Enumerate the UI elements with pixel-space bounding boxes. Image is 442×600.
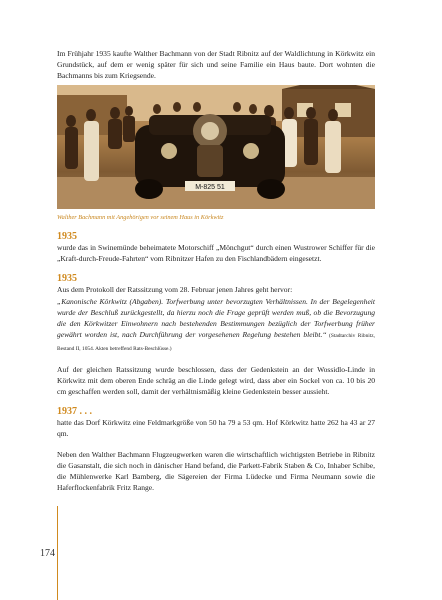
section-text [57,284,375,355]
wossidlo-paragraph: Auf der gleichen Ratssitzung wurde beschlossen, dass der Gedenkstein an der Wossidlo-Linde in Körkwitz mit dem oberen Ende schräg an die Linde gelegt wird, dass aber ein Sockel von ca. 10 bis 20 cm geschaffen werden soll, damit der verhältnismäßig kleine Gedenkstein besser aussieht. [57,365,375,397]
section-text: hatte das Dorf Körkwitz eine Feldmarkgröße von 50 ha 79 a 53 qm. Hof Körkwitz hatte 262 ha 43 ar 27 qm. [57,418,375,439]
final-paragraph: Neben den Walther Bachmann Flugzeugwerken waren die wirtschaftlich wichtigsten Betriebe in Ribnitz die Gasanstalt, die sich noch in dänischer Hand befand, die Parkett-Fabrik Staben & Co, Inhaber Schibe, die Mühlenwerke Karl Bamberg, die Sägereien der Firma Lüdecke und Firma Neumann sowie die Haferflockenfabrik Fritz Range. [57,449,375,492]
intro-paragraph: Im Frühjahr 1935 kaufte Walther Bachmann von der Stadt Ribnitz auf der Waldlichtung in Körkwitz ein Grundstück, auf dem er wenig später für sich und seine Familie ein Haus baute. Dort wohnten die Bachmanns bis zum Kriegsende. [57,49,375,81]
margin-rule [57,506,58,600]
protocol-intro: Aus dem Protokoll der Ratssitzung vom 28. Februar jenen Jahres geht hervor: [57,285,293,295]
year-heading: 1935 [57,273,77,285]
archive-source: (Stadtarchiv Ribnitz, Bestand II, 1054. Akten betreffend Rats-Beschlüsse.) [57,332,375,352]
page-number: 174 [40,548,55,559]
historic-photo [57,85,375,209]
section-text: wurde das in Swinemünde beheimatete Motorschiff „Mönchgut“ durch einen Wustrower Schiffer für die „Kraft-durch-Freude-Fahrten“ vom Ribnitzer Hafen zu den Fischlandbädern eingesetzt. [57,243,375,264]
year-heading: 1937 . . . [57,406,92,418]
protocol-quote: „Kanonische Körkwitz (Abgaben). Torfwerbung unter bevorzugten Verhältnissen. In der Begelegenheit wurde der Beschluß zurückgestellt, da hierzu noch die Frage geprüft werden muß, ob die Bevorzugung die den Körkwitzer Einwohnern nach bestehenden Bestimmungen bezüglich der Torfwerbung früher gewährt worden ist, nach Durchführung der vorgesehenen Regelung bestehen bleibt.“ [57,296,375,339]
page-content [57,48,375,493]
photo-illustration [57,85,375,209]
svg-text:M-825 51: M-825 51 [195,184,225,192]
photo-caption: Walther Bachmann mit Angehörigen vor seinem Haus in Körkwitz [57,214,224,222]
year-heading: 1935 [57,231,77,243]
